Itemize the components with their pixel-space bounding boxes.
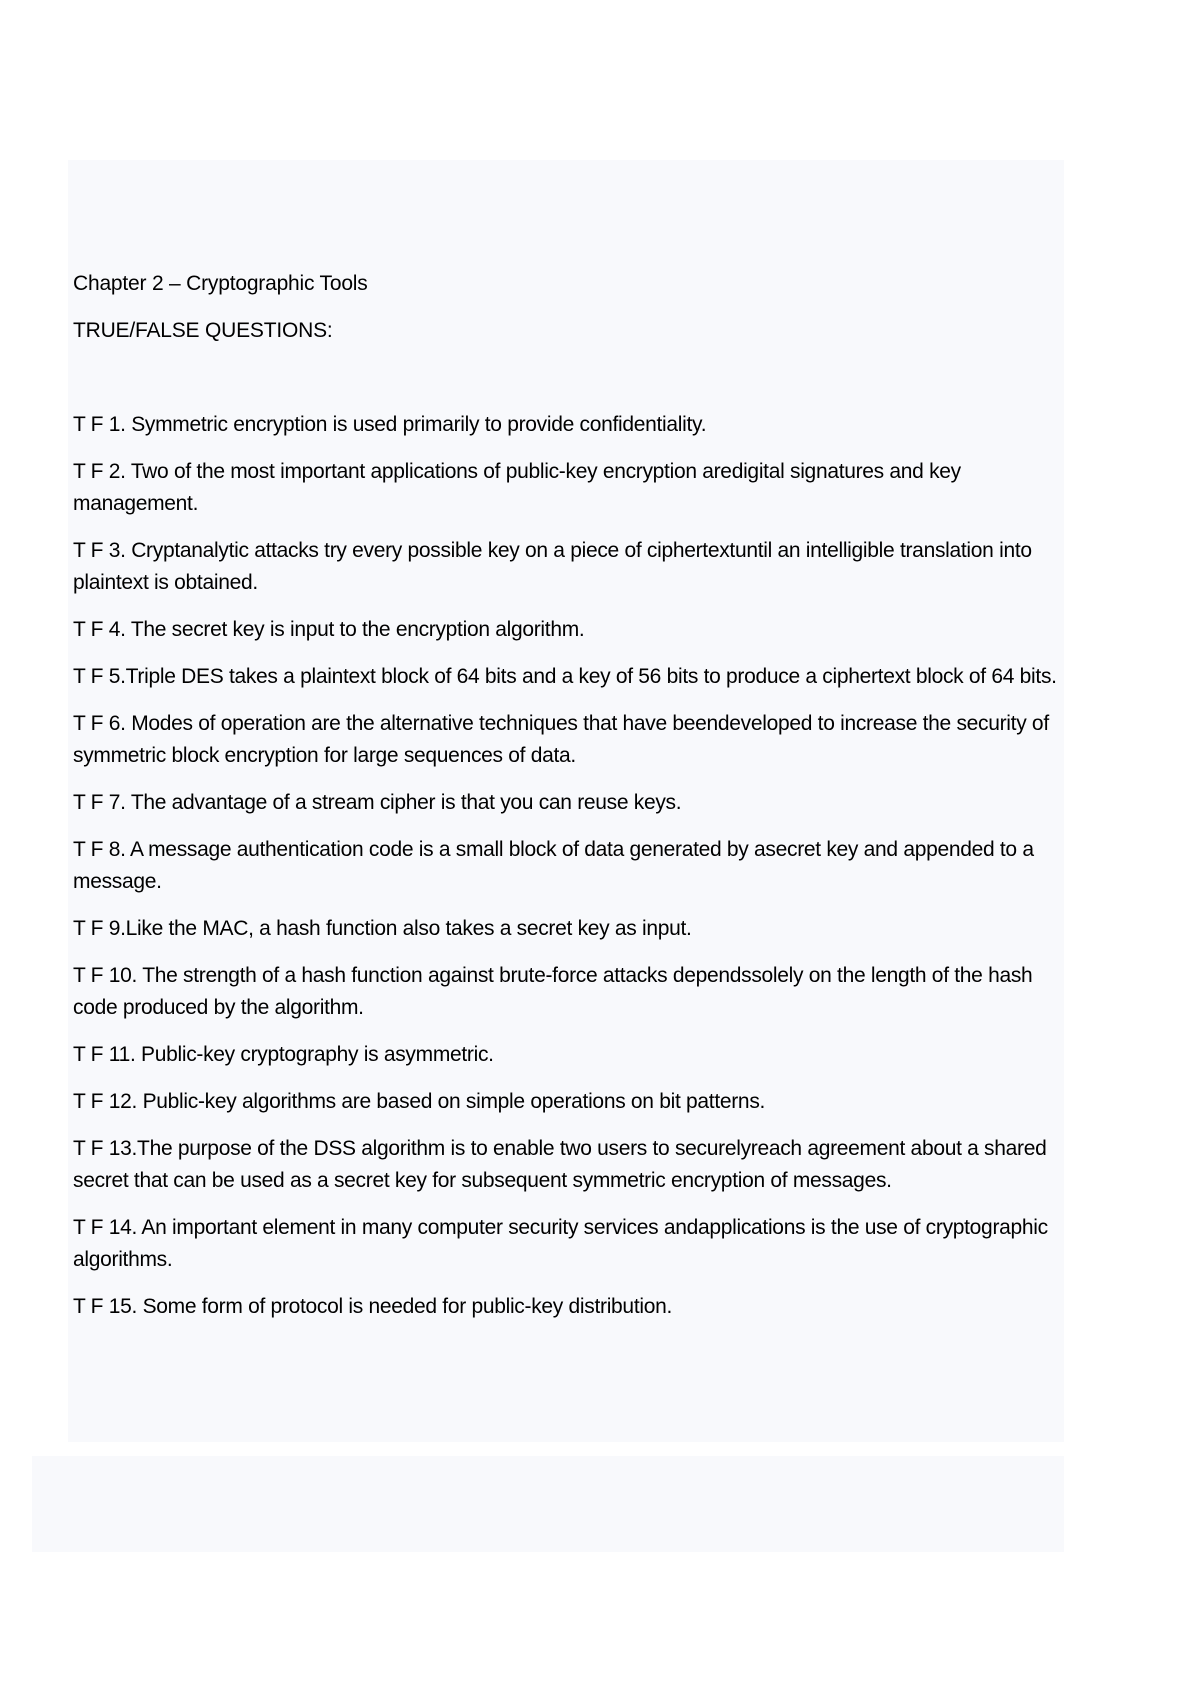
question-item: T F 15. Some form of protocol is needed for public-key distribution. <box>73 1295 673 1318</box>
question-item: T F 12. Public-key algorithms are based on simple operations on bit patterns. <box>73 1090 766 1113</box>
question-item: T F 6. Modes of operation are the alternative techniques that have beendeveloped to increase the security of symmetric block encryption for large sequences of data. <box>73 712 1049 767</box>
section-heading: TRUE/FALSE QUESTIONS: <box>73 319 333 342</box>
question-item: T F 3. Cryptanalytic attacks try every possible key on a piece of ciphertextuntil an intelligible translation into plaintext is obtained. <box>73 539 1032 594</box>
document-footer-panel <box>32 1456 1064 1552</box>
question-item: T F 7. The advantage of a stream cipher is that you can reuse keys. <box>73 791 682 814</box>
question-item: T F 14. An important element in many computer security services andapplications is the use of cryptographic algorithms. <box>73 1216 1048 1271</box>
question-item: T F 11. Public-key cryptography is asymmetric. <box>73 1043 494 1066</box>
document-content <box>73 268 1063 1338</box>
page-title: Chapter 2 – Cryptographic Tools <box>73 272 368 295</box>
question-item: T F 10. The strength of a hash function against brute-force attacks dependssolely on the length of the hash code produced by the algorithm. <box>73 964 1033 1019</box>
question-item: T F 2. Two of the most important applications of public-key encryption aredigital signatures and key management. <box>73 460 961 515</box>
question-item: T F 13.The purpose of the DSS algorithm is to enable two users to securelyreach agreement about a shared secret that can be used as a secret key for subsequent symmetric encryption of messages. <box>73 1137 1047 1192</box>
question-item: T F 4. The secret key is input to the encryption algorithm. <box>73 618 585 641</box>
question-item: T F 5.Triple DES takes a plaintext block of 64 bits and a key of 56 bits to produce a ciphertext block of 64 bits. <box>73 665 1057 688</box>
question-item: T F 8. A message authentication code is a small block of data generated by asecret key and appended to a message. <box>73 838 1034 893</box>
question-list <box>73 409 1063 1323</box>
question-item: T F 1. Symmetric encryption is used primarily to provide confidentiality. <box>73 413 707 436</box>
question-item: T F 9.Like the MAC, a hash function also takes a secret key as input. <box>73 917 692 940</box>
